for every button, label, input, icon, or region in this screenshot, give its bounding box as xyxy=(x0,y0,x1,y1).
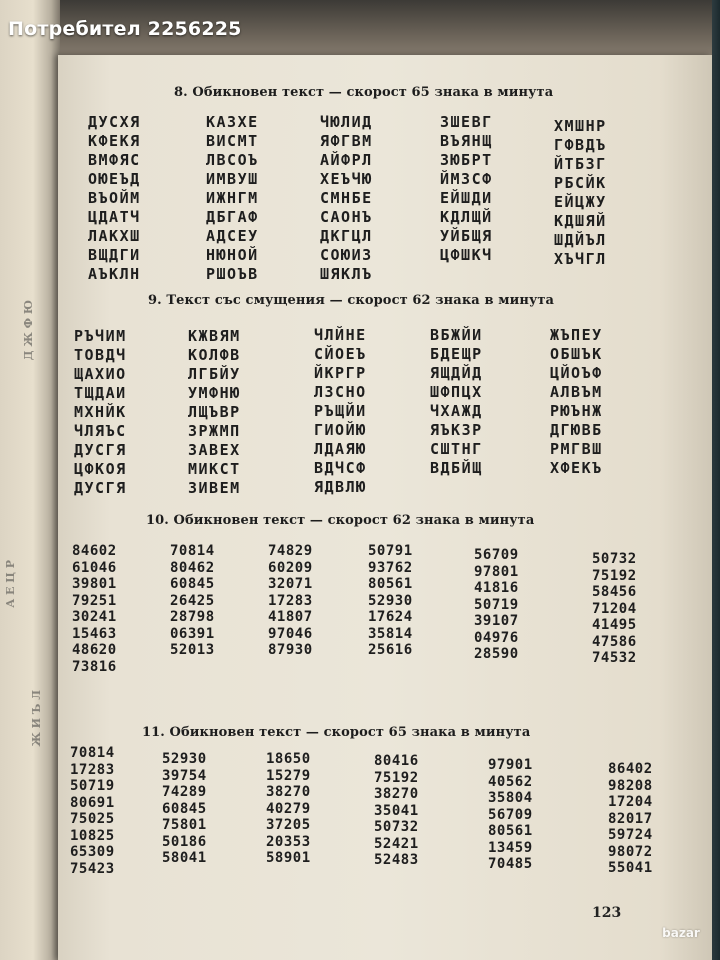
section-8-heading: 8. Обикновен текст — скорост 65 знака в минута xyxy=(174,85,554,100)
table-cell: ДУСГЯ xyxy=(74,441,127,459)
table-cell: ВЪОЙМ xyxy=(88,189,141,207)
table-cell: РМГВШ xyxy=(550,440,603,458)
uploader-label: Потребител 2256225 xyxy=(8,18,242,40)
table-cell: 50186 xyxy=(162,833,207,850)
table-cell: ЛЗСНО xyxy=(314,383,367,401)
section-10-column-3 xyxy=(268,543,313,659)
table-cell: ВДЧСФ xyxy=(314,459,367,477)
table-cell: ВЪЯНЩ xyxy=(440,132,493,150)
table-cell: 70814 xyxy=(70,745,115,761)
table-cell: 97901 xyxy=(488,757,533,773)
table-cell: 41807 xyxy=(268,609,313,625)
table-cell: ИМВУШ xyxy=(206,170,259,188)
book-page xyxy=(58,55,712,960)
table-cell: 52483 xyxy=(374,852,419,868)
table-cell: КОЛФВ xyxy=(188,346,241,364)
section-8-column-5 xyxy=(554,117,607,269)
table-cell: 80561 xyxy=(488,823,533,839)
table-cell: 84602 xyxy=(72,543,117,559)
table-cell: РЮЪНЖ xyxy=(550,402,603,420)
table-cell: 75192 xyxy=(592,567,637,584)
section-11-column-6 xyxy=(608,761,653,877)
table-cell: ЦДАТЧ xyxy=(88,208,141,226)
table-cell: СЙОЕЪ xyxy=(314,345,367,363)
table-cell: 87930 xyxy=(268,642,313,658)
table-cell: 80416 xyxy=(374,753,419,769)
table-cell: 60845 xyxy=(162,800,207,817)
table-cell: ШФПЦХ xyxy=(430,383,483,401)
table-cell: ЕЙЦЖУ xyxy=(554,193,607,211)
table-cell: ЧХАЖД xyxy=(430,402,483,420)
table-cell: 74829 xyxy=(268,543,313,559)
table-cell: ЦФШКЧ xyxy=(440,246,493,264)
table-cell: ДГЮВБ xyxy=(550,421,603,439)
table-cell: РЪЩЙИ xyxy=(314,402,367,420)
table-cell: 58041 xyxy=(162,850,207,866)
table-cell: ТЩДАИ xyxy=(74,384,127,402)
table-cell: КДШЯЙ xyxy=(554,212,607,230)
table-cell: ЯЪКЗР xyxy=(430,421,483,439)
table-cell: ЙТБЗГ xyxy=(554,155,607,173)
table-cell: 20353 xyxy=(266,833,311,850)
background-edge xyxy=(712,0,720,960)
section-11-column-3 xyxy=(266,751,311,867)
table-cell: ЧЮЛИД xyxy=(320,113,373,131)
table-cell: ДБГАФ xyxy=(206,208,259,226)
table-cell: ХЕЪЧЮ xyxy=(320,170,373,188)
table-cell: 37205 xyxy=(266,817,311,833)
table-cell: ЛВСОЪ xyxy=(206,151,259,169)
section-9-column-2 xyxy=(188,327,241,498)
section-11-heading: 11. Обикновен текст — скорост 65 знака в минута xyxy=(142,725,531,740)
section-10-column-2 xyxy=(170,543,215,659)
table-cell: ЛЩЪВР xyxy=(188,403,241,421)
table-cell: АЛВЪМ xyxy=(550,383,603,401)
table-cell: ЖЪПЕУ xyxy=(550,326,603,344)
table-cell: ДКГЦЛ xyxy=(320,227,373,245)
table-cell: ОЮЕЪД xyxy=(88,170,141,188)
site-watermark-logo: bazar xyxy=(662,926,700,940)
table-cell: 98208 xyxy=(608,777,653,794)
table-cell: 86402 xyxy=(608,761,653,777)
table-cell: ЕЙШДИ xyxy=(440,189,493,207)
table-cell: 65309 xyxy=(70,844,115,860)
table-cell: АЪКЛН xyxy=(88,265,141,283)
table-cell: 50719 xyxy=(70,778,115,794)
table-cell: 52930 xyxy=(162,751,207,767)
section-10-column-4 xyxy=(368,543,413,659)
table-cell: 50791 xyxy=(368,543,413,559)
table-cell: 41816 xyxy=(474,580,519,596)
table-cell: СМНБЕ xyxy=(320,189,373,207)
table-cell: 60209 xyxy=(268,559,313,576)
table-cell: 17283 xyxy=(268,592,313,609)
table-cell: 61046 xyxy=(72,559,117,576)
table-cell: КАЗХЕ xyxy=(206,113,259,131)
table-cell: 18650 xyxy=(266,751,311,767)
section-9-column-3 xyxy=(314,326,367,497)
table-cell: ЧЛЯЪС xyxy=(74,422,127,440)
table-cell: 75801 xyxy=(162,817,207,833)
table-cell: ЙКРГР xyxy=(314,364,367,382)
table-cell: ЗИВЕМ xyxy=(188,479,241,497)
table-cell: 25616 xyxy=(368,642,413,658)
table-cell: 58456 xyxy=(592,584,637,600)
section-10-column-5 xyxy=(474,547,519,663)
table-cell: УМФНЮ xyxy=(188,384,241,402)
table-cell: ЙМЗСФ xyxy=(440,170,493,188)
table-cell: 75025 xyxy=(70,811,115,827)
table-cell: ВМФЯС xyxy=(88,151,141,169)
table-cell: 58901 xyxy=(266,850,311,866)
table-cell: ХЪЧГЛ xyxy=(554,250,607,268)
table-cell: 55041 xyxy=(608,860,653,876)
section-8-column-2 xyxy=(206,113,259,284)
section-10-column-1 xyxy=(72,543,117,675)
table-cell: 56709 xyxy=(488,806,533,823)
table-cell: ЦЙОЪФ xyxy=(550,364,603,382)
table-cell: 38270 xyxy=(374,786,419,802)
table-cell: ЦФКОЯ xyxy=(74,460,127,478)
table-cell: ИЖНГМ xyxy=(206,189,259,207)
table-cell: 47586 xyxy=(592,633,637,650)
table-cell: 73816 xyxy=(72,658,117,675)
table-cell: ЛГБЙУ xyxy=(188,365,241,383)
section-8-column-3 xyxy=(320,113,373,284)
table-cell: ДУСГЯ xyxy=(74,479,127,497)
table-cell: ВБЖЙИ xyxy=(430,326,483,344)
table-cell: 50732 xyxy=(592,551,637,567)
section-8-column-4 xyxy=(440,113,493,265)
table-cell: САОНЪ xyxy=(320,208,373,226)
table-cell: 26425 xyxy=(170,592,215,609)
table-cell: 59724 xyxy=(608,827,653,843)
table-cell: 60845 xyxy=(170,576,215,592)
section-11-column-2 xyxy=(162,751,207,867)
table-cell: 04976 xyxy=(474,629,519,646)
table-cell: СОЮИЗ xyxy=(320,246,373,264)
table-cell: 75192 xyxy=(374,769,419,786)
table-cell: ЗШЕВГ xyxy=(440,113,493,131)
table-cell: 39754 xyxy=(162,767,207,784)
table-cell: ЯДВЛЮ xyxy=(314,478,367,496)
table-cell: ВДБЙЩ xyxy=(430,459,483,477)
table-cell: КФЕКЯ xyxy=(88,132,141,150)
table-cell: 35814 xyxy=(368,625,413,642)
table-cell: СШТНГ xyxy=(430,440,483,458)
table-cell: 71204 xyxy=(592,600,637,617)
table-cell: УЙБЩЯ xyxy=(440,227,493,245)
table-cell: 39801 xyxy=(72,576,117,592)
table-cell: 35041 xyxy=(374,802,419,819)
table-cell: 74532 xyxy=(592,650,637,666)
table-cell: 39107 xyxy=(474,613,519,629)
section-9-column-1 xyxy=(74,327,127,498)
table-cell: 50719 xyxy=(474,596,519,613)
table-cell: 70814 xyxy=(170,543,215,559)
table-cell: 52421 xyxy=(374,835,419,852)
section-9-column-5 xyxy=(550,326,603,478)
table-cell: ХФЕКЪ xyxy=(550,459,603,477)
section-11-column-5 xyxy=(488,757,533,873)
table-cell: БДЕЩР xyxy=(430,345,483,363)
section-10-column-6 xyxy=(592,551,637,667)
table-cell: ВЩДГИ xyxy=(88,246,141,264)
table-cell: 15463 xyxy=(72,625,117,642)
table-cell: ЗАВЕХ xyxy=(188,441,241,459)
table-cell: 52013 xyxy=(170,642,215,658)
table-cell: 75423 xyxy=(70,860,115,877)
table-cell: ЗРЖМП xyxy=(188,422,241,440)
table-cell: 74289 xyxy=(162,784,207,800)
table-cell: 98072 xyxy=(608,843,653,860)
book-spine-left-page: Д Ж Ф Ю А Е Ц Р Ж И Ъ Л xyxy=(0,0,60,960)
section-11-column-4 xyxy=(374,753,419,869)
table-cell: ДУСХЯ xyxy=(88,113,141,131)
table-cell: 40562 xyxy=(488,773,533,790)
table-cell: 93762 xyxy=(368,559,413,576)
table-cell: 70485 xyxy=(488,856,533,872)
table-cell: АДСЕУ xyxy=(206,227,259,245)
table-cell: ВИСМТ xyxy=(206,132,259,150)
table-cell: 41495 xyxy=(592,617,637,633)
table-cell: 10825 xyxy=(70,827,115,844)
table-cell: 97801 xyxy=(474,563,519,580)
table-cell: 32071 xyxy=(268,576,313,592)
table-cell: 28798 xyxy=(170,609,215,625)
table-cell: 56709 xyxy=(474,547,519,563)
table-cell: ЛАКХШ xyxy=(88,227,141,245)
table-cell: ЯФГВМ xyxy=(320,132,373,150)
table-cell: 48620 xyxy=(72,642,117,658)
section-10-heading: 10. Обикновен текст — скорост 62 знака в минута xyxy=(146,513,535,528)
table-cell: ГИОЙЮ xyxy=(314,421,367,439)
section-9-column-4 xyxy=(430,326,483,478)
table-cell: 17204 xyxy=(608,794,653,810)
section-9-heading: 9. Текст със смущения — скорост 62 знака в минута xyxy=(148,293,555,308)
table-cell: 28590 xyxy=(474,646,519,662)
table-cell: 80561 xyxy=(368,576,413,592)
table-cell: 17624 xyxy=(368,609,413,625)
table-cell: КДЛЩЙ xyxy=(440,208,493,226)
table-cell: 13459 xyxy=(488,839,533,856)
table-cell: ЛДАЯЮ xyxy=(314,440,367,458)
table-cell: 38270 xyxy=(266,784,311,800)
table-cell: РБСЙК xyxy=(554,174,607,192)
table-cell: ЯЩДЙД xyxy=(430,364,483,382)
table-cell: НЮНОЙ xyxy=(206,246,259,264)
table-cell: ЗЮБРТ xyxy=(440,151,493,169)
table-cell: 80462 xyxy=(170,559,215,576)
table-cell: ХМШНР xyxy=(554,117,607,135)
table-cell: ШЯКЛЪ xyxy=(320,265,373,283)
table-cell: ШДЙЪЛ xyxy=(554,231,607,249)
section-8-column-1 xyxy=(88,113,141,284)
table-cell: ТОВДЧ xyxy=(74,346,127,364)
table-cell: 79251 xyxy=(72,592,117,609)
table-cell: 50732 xyxy=(374,819,419,835)
table-cell: ГФВДЪ xyxy=(554,136,607,154)
table-cell: 17283 xyxy=(70,761,115,778)
table-cell: КЖВЯМ xyxy=(188,327,241,345)
table-cell: АЙФРЛ xyxy=(320,151,373,169)
section-11-column-1 xyxy=(70,745,115,877)
table-cell: 80691 xyxy=(70,794,115,811)
table-cell: 15279 xyxy=(266,767,311,784)
table-cell: 52930 xyxy=(368,592,413,609)
table-cell: МИКСТ xyxy=(188,460,241,478)
table-cell: ЧЛЙНЕ xyxy=(314,326,367,344)
table-cell: 40279 xyxy=(266,800,311,817)
page-number: 123 xyxy=(592,905,622,921)
table-cell: 82017 xyxy=(608,810,653,827)
table-cell: ЩАХИО xyxy=(74,365,127,383)
table-cell: ОБШЪК xyxy=(550,345,603,363)
table-cell: 35804 xyxy=(488,790,533,806)
table-cell: 30241 xyxy=(72,609,117,625)
table-cell: 06391 xyxy=(170,625,215,642)
table-cell: РШОЪВ xyxy=(206,265,259,283)
table-cell: 97046 xyxy=(268,625,313,642)
table-cell: МХНЙК xyxy=(74,403,127,421)
table-cell: РЪЧИМ xyxy=(74,327,127,345)
